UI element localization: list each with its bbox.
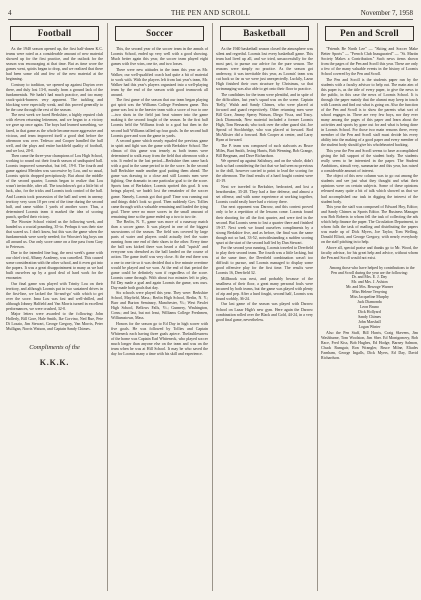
roster-name: Jack Diamonda (357, 298, 382, 304)
basketball-body (216, 46, 313, 322)
roster-names (321, 275, 418, 329)
paragraph: The Wooster School visited us the following week, and handed us a crucial pounding, 35-to. Perhaps it was their size that scared us. I don't know, but this was the game when the fundamentals were sorely needed; for Wooster's big boys ran all around us. Our only score came on a fine pass from Gary to Peterson. (6, 219, 103, 250)
paragraph: The Pen and Scroll is the students paper run by the students with a faculty advisor to help out. The main aim of this paper is, as the title of every paper, to give the news to the public, in this case the news of Loomis School. It is through the paper mainly that the alumni may keep in touch with Loomis and find out what is going on. Also the function of the Pen and Scroll is to show the parents what sort of school engages in. There are very few boys, nor they ever many among the pages of this paper and learn about the activities and sports by gone out for and what is being done in Loomis School. For those two main reasons there, every member of the Pen and Scroll staff must decide his every ability into the making of a good paper and every member of the student body should give his wholehearted backing. (321, 76, 418, 148)
publication-title: THE PEN AND SCROLL (170, 9, 251, 17)
soccer-column (111, 23, 208, 591)
football-body (6, 46, 103, 331)
paragraph: Next we traveled to Berkshire, bedrooted, and lost a heartbreaker, 35-28. They had a fine defense, and almost a set offense, and with some experience at working together, Loomis could easily have had a victory there. (216, 183, 313, 204)
paragraph: Our last game of the season was played with Darrow School on Lazar High's new gym. Here again the Darrow combination rolled over the Black and Gold, 44-24, in a very good final game, nevertheless. (216, 301, 313, 322)
roster-name: Mr. and Mrs. Berzoge Warner (345, 283, 394, 289)
roster-name: John Marshall (358, 318, 381, 324)
paragraph: The P. team was composed of such stalwarts as Bruce Miles, Burt Smith, Irving Harris, Bob Wenning, Bob Grange, Bill Bergman, and Dave Richardson. (216, 142, 313, 158)
roster-name: Dr. and Mrs. E. J. Day (351, 274, 388, 280)
paragraph: The candidates for the team were plentiful, and in spite of the difficulties, last year's squad was on the scene. Captain 'Kelly,' Walsh and Sandy Chimes, who were placed at forward and guard respectively. Other returning men were Bill Gore, Jimmy Sperry Watson, Diego Visca, and Tracy. Jack Diamonda, New material included a former Loomis High, Tom Bessarab, who took over the other guard slot. Joe Sproul of Stockbridge, who was placed at forward. Rod McAllister did a forward. Bob Cooper at center, and Larry Ryan at forward. (216, 91, 313, 143)
pen-and-scroll-heading: Pen and Scroll (325, 26, 414, 41)
paragraph: The Berlin, N. Y., game was more of a runaway match than a soccer game. It was played in one of the biggest snowstorms of the season. The field was covered by large parts of water and players could actually feel the water running from one end of their shoes to the other. Every time the ball was kicked there was heard a dull "squish" and everyone was drenched as the ball landed on the course of action. The game itself was very close. At the end there was a one to one tie so it was decided that a five minute overtime would be played and we won. At the end of that period the game could be definitely won if regardless of the score. Loomis came through. With about two minutes left to play, Ed Day made a goal and again Loomis the game, was ours. Day made both goals that day. (111, 219, 208, 290)
paragraph: A second game which nearly equaled the previous game in spirit and fight was the game with Berkshire School. The climax of this game was tensely as both teams were determined to walk away from the field that afternoon with a win. It ended in the last period—Berkshire then came back with a goal in the same period to tie the score. In the second half Berkshire made another goal putting them ahead. The game was drawing to a close and still Loomis men were fighting. One dramatic in one particular goal to tie the score. Sports fans of Berkshire, Loomis spotted this goal. It was beings played, we hadn't lost the remainder of the soccer game. Namely, Loomis got that goal! Time was running out and things didn't look so good. Then suddenly Gov. Tollies came through with a valuable remaining and loaded the tying goal. There were no more scores in the small amount of remaining time so the game ended up a two to two tie. (111, 138, 208, 219)
compliments-line: Compliments of the (29, 344, 80, 352)
paragraph: Our final game was played with Trinity Lou on their territory, and although Loomis put in two sustained drives in the first-line, we lacked the 'do-and-go' with which to get over the score. Inna Lou was fast and well-drilled, and although Johnny Halfield and Van Morris turned in excellent performances, we were crushed, 32-0. (6, 280, 103, 311)
column-divider (107, 23, 108, 591)
roster-name: Mr. and Mrs. J. Ashton (351, 278, 388, 284)
paragraph: "Friends Be North Lee" — "Skiing and Soccer Make Better Sports" — "French Club Inaugurated" — "St. Martin Society Makes a Contribution." Such news items shown from the pages of the Pen and Scroll this year. These are only a few of the many valuable events in the history of Loomis School covered by the Pen and Scroll. (321, 46, 418, 77)
issue-date: November 7, 1958 (360, 9, 413, 17)
column-divider (212, 23, 213, 591)
paragraph: The next week we faced Berkshire, a highly reputed club with eleven returning lettermen, and we began to a victory we gave up once again. The boys had learned something, we fared, in that game as the whole became more aggressive and vicious, and team improved itself a good deal before the afternoon was over. Tedesco and Cooper handled the ball well, and the plays and entire backfield quality of football, and we lost, 20-0. (6, 112, 103, 153)
paragraph: Honors for the season go to Ed Day in high scorer with five goals. He was followed by Tollies and Captain Whiteneck each having three goals apiece. Thefaultlessness of the home was Captain Earl Whiteneck, who played soccer much longer than anyone else on the team and was on the team when he was at Hill School. It may be who saved the day for Loomis many a time with his skill and experience. (111, 320, 208, 357)
pen-and-scroll-body (321, 46, 418, 260)
basketball-heading: Basketball (220, 26, 309, 41)
contributors-roster (321, 265, 418, 330)
paragraph: Our next opponent was Darrow, and this contest proved only to be a repetition of the lessons come. Loomis found their shooting for all the first quarter, and were tied in the second. But Loomis seem to lost a quarter there and finished 19-37. Next week we found ourselves compliments by a strong Berkshire five, and as before, the final was the same though not so bad, 33-52, notwithstanding a sudden scoring spurt at the start of the second half led by Dan Stewart. (216, 204, 313, 245)
paragraph: Major letters were awarded to the following: John Hollerly, Bill Gore, Hale Smith, Ike Corvino, Ned Rue, Pete Di Losaio, Jim Stewart, George Gregory, Van Morris, Peter Mulligan, Norris Watson, and Captain Sandy Chimes. (6, 311, 103, 332)
roster-footnote: Also the Pen Staff, Bill Harris, Craig Skevens, Jim Washburne, Tom Woolston, Jim Sher. Ed Montgomery, Bob Race, Fred Kiss, Bob Hughes, Ed Hodge, Barney Salmon, Chuck Rumgair, Ron Wrangler, Bruce Milne, Eliades Farnham, George Ingalls, Dick Myers, Ed Day, David Richardson. (321, 329, 418, 360)
compliments-org: K.K.K. (39, 358, 70, 368)
football-heading: Football (10, 26, 99, 41)
paragraph: Six schools were played this year. They were: Berkshire School, Mayfield, Mass.; Berlin High School, Berlin, N. Y.; Burr and Burton Seminary, Manchester, Vt.; West Pawlet High School, Bellows Falls, Vt.; Gunnery, Washington, Conn.; and last, but not least, Williams College Freshmen, Williamstown, Mass. (111, 290, 208, 321)
pen-and-scroll-column (321, 23, 418, 591)
football-column (6, 23, 103, 591)
paragraph: Contrary to tradition, we opened up against Dayton over there, and duly lost 13-0, mostly from a ground lack of the fundamentals. We hadn't had much practice, and too many crack-quick-burners very apparent. The tackling and blocking were especially weak, and this proved generally to be the case through the rest of the season. (6, 81, 103, 112)
roster-name: Sandy Chimes (358, 313, 381, 319)
paragraph: This year the staff was composed of Edward Hoy, Editor; and Sandy Chimes as Sports Editor. The Business Manager was Bob Roberts to whom fell the task of collecting the ads which help finance the paper. The Circulation Department, to whom falls the task of mailing and distributing the papers was made up of Dick Myers, Joe Taylor, Tom Welling, Donald Elliott, and George Gregory, with nearly everybody on the staff pitching in to help. (321, 204, 418, 245)
paragraph: Millbrook was next, and probably because of the smallness of their floor, a great many personal fouls were incurred by both teams, but the game was played with plenty of zip and pep. After a hard fought, second half, Loomis was found wobbly, 36-24. (216, 275, 313, 302)
roster-intro: Among those who have helped by contributions to the Pen and Scroll during the year are the following: (329, 264, 415, 275)
roster-name: Dick Hollyard (358, 308, 381, 314)
paragraph: As the 1940 basketball season closed the atmosphere was silent and regretful. Loomis lost every basketball game. This team had lived up all, and we tried, unsuccessfully for the most part, to pursue our advice for the pure season. The reasons were simply no practice. As the season got underway, it was inevitable this year, as Loomis' team was cut back so far as we were just unexpectedly. Luckily, Lazar High finished their own structure by Christmas, so that scrimmaging was also able to get onto their floor to practice. (216, 46, 313, 92)
roster-name: Miss Helene Tenyring (352, 288, 387, 294)
roster-name: Logan Winter (358, 323, 381, 329)
paragraph: Above all, special praise and thanks go to Mr. Wood, the faculty advisor, for his great help and advice, without whom the Pen and Scroll would not exist. (321, 244, 418, 260)
paragraph: As the 1940 season opened up, the first half-dozen K.C. teams were rated as a considerable amount of new material showed up for the first practice, and the outlook for the season was encouraging at that time. But as time wore the games went, spirits began to drop, and we realized that there had been some old and few of the new material at the beginning. (6, 46, 103, 82)
page-header (8, 8, 413, 18)
paragraph: The object of this new column was to go out among the students and see just what they thought and what their opinions were on certain subjects. Some of these opinions released many quite a bit of talk which showed us that we had accomplished our task in digging the interest of the student body. (321, 173, 418, 204)
paragraph: The first game of the season that our team began playing got spirit was the Williams College Freshmen game. This game was lost to the heavier team with a score of two to one—two shots in the field just beat winner into the game making it the second fought of the season. In the first half Loomis held the Williams frosh to a goal but then in the second half Williams tallied up four goals. In the second half Loomis gave and won the game in yards. (111, 97, 208, 138)
soccer-body (111, 46, 208, 356)
paragraph: For the second year running, Loomis traveled to Deerfield to play their second team. The fourth was a little lacking, but at the same time, the Deerfield combination wasn't too difficult to pursue, and Loomis managed to display some good offensive play for the first time. The results were Loomis 16, Deerfield 32. (216, 245, 313, 276)
header-rule (8, 19, 413, 20)
paragraph: Then came the three-year champions of Lou High School, working to round out their fourth season of undisputed ball. Loomis improved somewhat, but fell, 19-0. The fourth and game against Meriden was successive by Lou, and so usual, Loomis spirits dropped precipitously. But about the middle of the second quarter, Loomis began to realize that Lou wasn't invincible, after all. The touchdown's got a little bit of luck, also, for the tricks and Loomis took control of the ball. And Loomis took possession of the ball and went in uneasy territory very soon 10 per cent of the time during the second half, and came within 1 yards of another score. Thus, a determined Loomis team it marked the idea of scoring punch, spelled their victory. (6, 153, 103, 219)
basketball-column (216, 23, 313, 591)
paragraph: This year the Pen and Scroll seems to have accomplished giving the full support of the student body. The students really seem to be interested in the paper. The Student Ambitions, stimuli very, summarize and this year, has raised a considerable amount of interest. (321, 147, 418, 173)
soccer-heading: Soccer (115, 26, 204, 41)
paragraph: There were new attitudes in the team this year as Mr. Walker, our well-qualified coach had quite a bit of material to work with. With the players left from last year's team, Mr. Walker had this year's players organized into a well-playing team by the end of the season with good teamwork all around. (111, 66, 208, 97)
paragraph: We opened up against Salisbury, and on the whole, didn't look so bad considering the fact that we had seen no previous to the drill, however carried to point to lead the scoring for the afternoon. The final results of a hard fought contest were 41-19. (216, 158, 313, 184)
roster-name: Miss Jacqueline Murphy (350, 293, 389, 299)
page-number: 4 (8, 9, 12, 17)
paragraph: This, the second year of the soccer team in the annals of Loomis School, ended up very well with a good showing. Much better again this year, the soccer team played eight games with five wins, one tie, and two losses. (111, 46, 208, 67)
roster-name: Leon Bruno (360, 303, 379, 309)
column-divider (317, 23, 318, 591)
paragraph: Due to the intended line bug, the next week's game with our chief rival, Albany Academy, was cancelled. This caused some consideration with the other school, and it even got into the papers. It was a great disappointment to many as we had built ourselves up by a good deal of hard work for the encounter. (6, 249, 103, 281)
